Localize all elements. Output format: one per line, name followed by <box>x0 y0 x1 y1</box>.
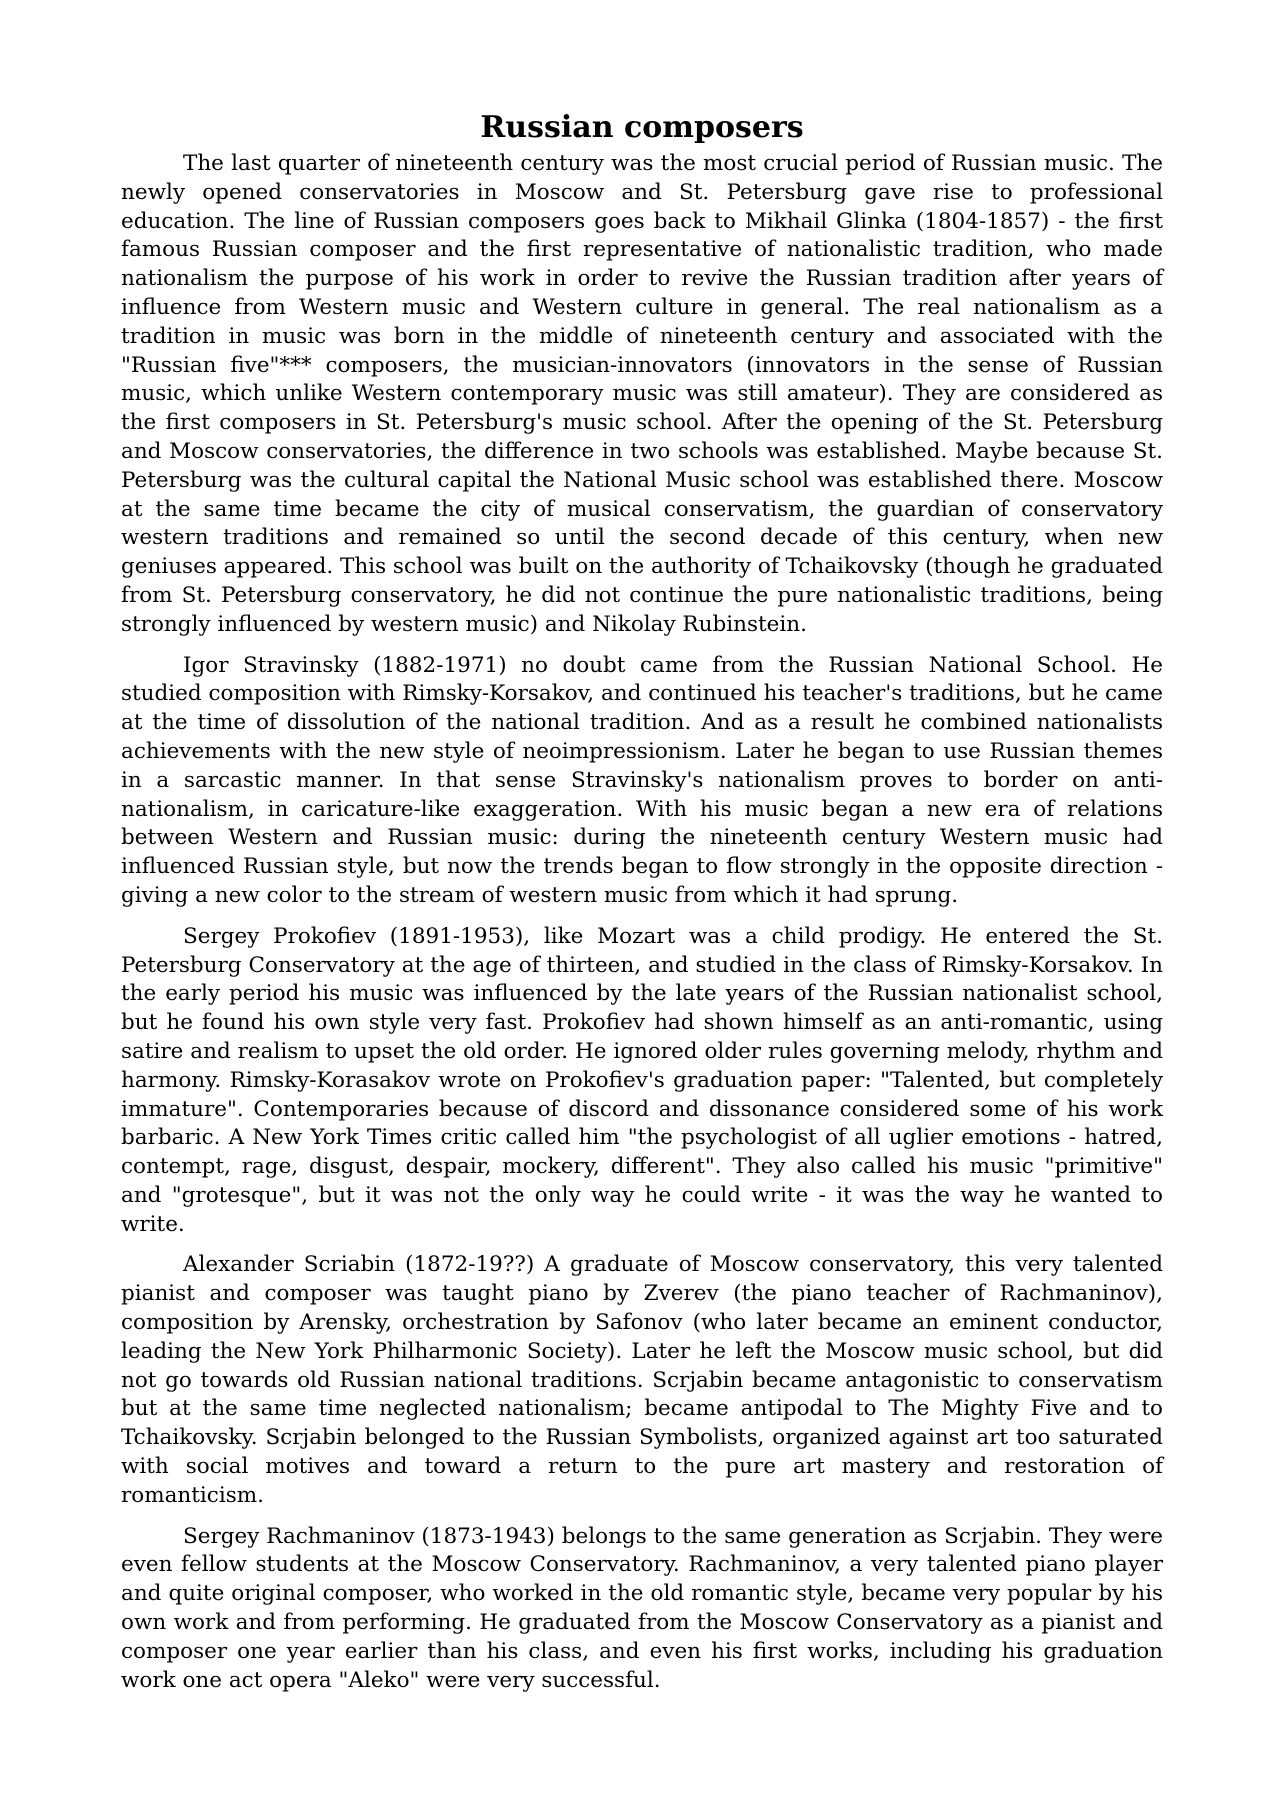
page-title: Russian composers <box>480 110 804 145</box>
paragraph-scriabin: Alexander Scriabin (1872-19??) A graduate of Moscow conservatory, this very talented pianist and composer was taught piano by Zverev (the piano teacher of Rachmaninov), composition by Arensky, orchestration by Safonov (who later became an eminent conductor, leading the New York Philharmonic Society). Later he left the Moscow music school, but did not go towards old Russian national traditions. Scrjabin became antagonistic to conservatism but at the same time neglected nationalism; became antipodal to The Mighty Five and to Tchaikovsky. Scrjabin belonged to the Russian Symbolists, organized against art too saturated with social motives and toward a return to the pure art mastery and restoration of romanticism. <box>121 1252 1163 1508</box>
document-page <box>121 108 1163 1707</box>
paragraph-prokofiev: Sergey Prokofiev (1891-1953), like Mozart was a child prodigy. He entered the St. Petersburg Conservatory at the age of thirteen, and studied in the class of Rimsky-Korsakov. In the early period his music was influenced by the late years of the Russian nationalist school, but he found his own style very fast. Prokofiev had shown himself as an anti-romantic, using satire and realism to upset the old order. He ignored older rules governing melody, rhythm and harmony. Rimsky-Korasakov wrote on Prokofiev's graduation paper: "Talented, but completely immature". Contemporaries because of discord and dissonance considered some of his work barbaric. A New York Times critic called him "the psychologist of all uglier emotions - hatred, contempt, rage, disgust, despair, mockery, different". They also called his music "primitive" and "grotesque", but it was not the only way he could write - it was the way he wanted to write. <box>121 923 1163 1237</box>
paragraph-rachmaninov: Sergey Rachmaninov (1873-1943) belongs to the same generation as Scrjabin. They were even fellow students at the Moscow Conservatory. Rachmaninov, a very talented piano player and quite original composer, who worked in the old romantic style, became very popular by his own work and from performing. He graduated from the Moscow Conservatory as a pianist and composer one year earlier than his class, and even his first works, including his graduation work one act opera "Aleko" were very successful. <box>121 1523 1163 1693</box>
paragraph-stravinsky: Igor Stravinsky (1882-1971) no doubt came from the Russian National School. He studied composition with Rimsky-Korsakov, and continued his teacher's traditions, but he came at the time of dissolution of the national tradition. And as a result he combined nationalists achievements with the new style of neoimpressionism. Later he began to use Russian themes in a sarcastic manner. In that sense Stravinsky's nationalism proves to border on anti-nationalism, in caricature-like exaggeration. With his music began a new era of relations between Western and Russian music: during the nineteenth century Western music had influenced Russian style, but now the trends began to flow strongly in the opposite direction - giving a new color to the stream of western music from which it had sprung. <box>121 652 1163 908</box>
paragraph-intro: The last quarter of nineteenth century was the most crucial period of Russian music. The newly opened conservatories in Moscow and St. Petersburg gave rise to professional education. The line of Russian composers goes back to Mikhail Glinka (1804-1857) - the first famous Russian composer and the first representative of nationalistic tradition, who made nationalism the purpose of his work in order to revive the Russian tradition after years of influence from Western music and Western culture in general. The real nationalism as a tradition in music was born in the middle of nineteenth century and associated with the "Russian five"*** composers, the musician-innovators (innovators in the sense of Russian music, which unlike Western contemporary music was still amateur). They are considered as the first composers in St. Petersburg's music school. After the opening of the St. Petersburg and Moscow conservatories, the difference in two schools was established. Maybe because St. Petersburg was the cultural capital the National Music school was established there. Moscow at the same time became the city of musical conservatism, the guardian of conservatory western traditions and remained so until the second decade of this century, when new geniuses appeared. This school was built on the authority of Tchaikovsky (though he graduated from St. Petersburg conservatory, he did not continue the pure nationalistic traditions, being strongly influenced by western music) and Nikolay Rubinstein. <box>121 151 1163 637</box>
